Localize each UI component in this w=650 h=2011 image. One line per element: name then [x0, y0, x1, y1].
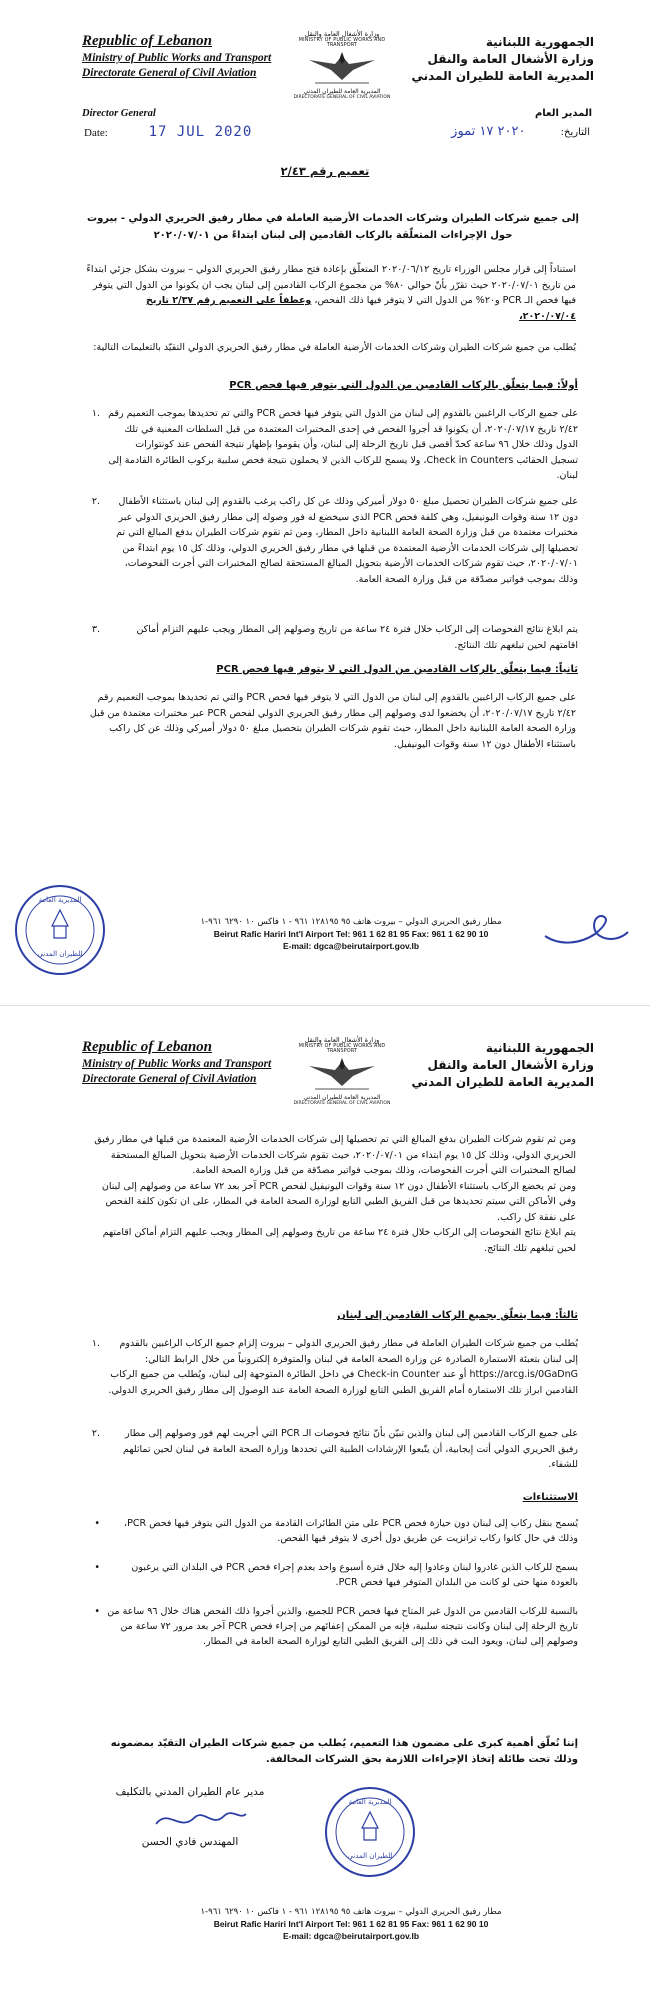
winged-emblem-icon — [305, 50, 379, 86]
letterhead-en — [82, 32, 312, 81]
section-1-title: أولاً: فيما يتعلّق بالركاب القادمين من الدول التي يتوفر فيها فحص PCR — [229, 380, 578, 391]
p2-para-1: ومن ثم تقوم شركات الطيران بدفع المبالغ التي تم تحصيلها إلى شركات الخدمات الأرضية المعتمدة من قبلها في مطار رفيق الحريري الدولي، وذلك كل ١٥ يوم ابتداء من ٢٠٢٠/٠٧/٠١، حيث تقوم شركات الخدمات الأرضية بتحويل المبالغ المستحقة لصالح المختبرات التي أجرت الفحوصات، وذلك بموجب فواتير مصدّقة من قبل وزارة الصحة العامة. — [94, 1134, 576, 1176]
bullet-icon: • — [94, 1518, 100, 1529]
date-en — [84, 124, 252, 140]
footer-email: E-mail: dgca@beirutairport.gov.lb — [282, 1931, 420, 1941]
intro-text: استناداً إلى قرار مجلس الوزراء تاريخ ٢٠٢٠/٠٦/١٢ المتعلّق بإعادة فتح مطار رفيق الحريري الدولي – بيروت بشكل جزئي ابتداءً من تاريخ ٢٠٢٠/٠٧/٠١ حيث تقرّر بأنّ حوالي ٨٠% من مجموع الركاب القادمين إلى لبنان يجب ان يكونوا من الدول التي يتوفر فيها فحص الـ PCR و٢٠% من الدول التي لا يتوفر فيها ذلك الفحص، — [86, 264, 576, 306]
item-number: .١ — [91, 1338, 100, 1349]
director-general-ar: المدير العام — [534, 108, 592, 119]
section-1-item-2 — [86, 494, 578, 587]
section-1-item-3 — [86, 622, 578, 653]
director-general-en: Director General — [82, 108, 156, 119]
closing-statement: إننا نُعلّق أهمية كبرى على مضمون هذا التعميم، يُطلب من جميع شركات الطيران التقيّد بمضمونه وذلك تحت طائلة إتخاذ الإجراءات اللازمة بحق الشركات المخالفة. — [110, 1738, 578, 1765]
emblem-ar-bottom: المديرية العامة للطيران المدني — [303, 1094, 381, 1101]
section-3-item-2 — [86, 1426, 578, 1473]
letterhead-ar-line-2: وزارة الأشغال العامة والنقل — [427, 52, 594, 66]
footer-ar: مطار رفيق الحريري الدولي – بيروت هاتف ٩٥ ١٢٨١٩٥ ٩٦١ - ١ فاكس ١٠ ٦٢٩٠ ٩٦١-١ — [200, 917, 502, 927]
emblem-ar-bottom: المديرية العامة للطيران المدني — [303, 88, 381, 95]
footer-email: E-mail: dgca@beirutairport.gov.lb — [282, 941, 420, 951]
stamp-text-1: المديرية العامة — [38, 896, 82, 904]
exception-item — [90, 1560, 578, 1590]
section-1-item-1 — [86, 406, 578, 484]
page-2-intro — [86, 1132, 576, 1256]
item-text: يُطلب من جميع شركات الطيران العاملة في مطار رفيق الحريري الدولي – بيروت إلزام جميع الركاب الراغبين بالقدوم إلى لبنان بتعبئة الاستمارة الصادرة عن وزارة الصحة العامة في لبنان والمتوفرة إلكترونياً من خلال الرابط التالي: https://arcg.is/0GaDnG أو عند Check-in Counter في داخل الطائرة المتوجهة إلى لبنان، ويُطلب من جميع الركاب القادمين ابراز تلك الاستمارة أمام الفريق الطبي التابع لوزارة الصحة العامة عند الوصول إلى مطار رفيق الحريري الدولي. — [108, 1338, 578, 1396]
emblem-en-top: MINISTRY OF PUBLIC WORKS AND TRANSPORT — [298, 38, 386, 48]
item-number: .٢ — [91, 496, 100, 507]
letterhead-ar-line-1: الجمهورية اللبنانية — [485, 35, 594, 49]
letterhead-ar-line-1: الجمهورية اللبنانية — [485, 1041, 594, 1055]
letterhead-ar — [384, 1040, 594, 1091]
winged-emblem-icon — [305, 1056, 379, 1092]
intro-paragraph — [86, 262, 576, 324]
stamp-text-2: للطيران المدني — [347, 1852, 393, 1860]
date-value-en: 17 JUL 2020 — [148, 124, 253, 140]
item-text: على جميع الركاب القادمين إلى لبنان والذين تبيّن بأنّ نتائج فحوصات الـ PCR التي أجريت لهم فور وصولهم إلى مطار رفيق الحريري الدولي أتت إيجابية، أن يتّبعوا الإرشادات الطبية التي تحددها وزارة الصحة العامة في لبنان لحين تماثلهم للشفاء. — [123, 1428, 578, 1470]
emblem-ar-top: وزارة الأشغال العامة والنقل — [304, 30, 380, 38]
stamp-text-1: المديرية العامة — [348, 1798, 392, 1806]
letterhead-ar-line-3: المديرية العامة للطيران المدني — [411, 1075, 594, 1089]
page-2 — [0, 1005, 650, 2011]
footer-en: Beirut Rafic Hariri Int'l Airport Tel: 961 1 62 81 95 Fax: 961 1 62 90 10 — [213, 929, 489, 939]
letterhead-en-line-3: Directorate General of Civil Aviation — [82, 1073, 257, 1085]
circular-title: تعميم رقم ٢/٤٣ — [280, 164, 370, 178]
emblem-en-bottom: DIRECTORATE GENERAL OF CIVIL AVIATION — [293, 1101, 391, 1106]
letterhead-en-line-1: Republic of Lebanon — [82, 1039, 212, 1055]
emblem-en-top: MINISTRY OF PUBLIC WORKS AND TRANSPORT — [298, 1044, 386, 1054]
item-text: يتم ابلاغ نتائج الفحوصات إلى الركاب خلال فترة ٢٤ ساعة من تاريخ وصولهم إلى المطار ويجب عليهم التزام أماكن اقامتهم لحين تبلغهم تلك النتائج. — [136, 624, 578, 651]
request-text: يُطلب من جميع شركات الطيران وشركات الخدمات الأرضية العاملة في مطار رفيق الحريري الدولي التقيّد بالتعليمات التالية: — [93, 342, 576, 353]
section-2-paragraph — [86, 690, 576, 752]
ministry-emblem — [286, 30, 398, 108]
letterhead-ar — [384, 34, 594, 85]
letterhead-ar-line-2: وزارة الأشغال العامة والنقل — [427, 1058, 594, 1072]
p2-para-2: ومن ثم يخضع الركاب باستثناء الأطفال دون ١٢ سنة وقوات اليونيفيل لفحص PCR آخر بعد ٧٢ ساعة من وصولهم إلى لبنان وفي الأماكن التي سيتم تحديدها من قبل الفريق الطبي التابع لوزارة الصحة العامة في المطار، على ان تكون كلفة الفحص على نفقة كل راكب. — [101, 1180, 576, 1223]
official-stamp-icon — [8, 880, 112, 980]
exception-text: بالنسبة للركاب القادمين من الدول غير المتاح فيها فحص PCR للجميع، والذين أجروا ذلك الفحص هناك خلال ٩٦ ساعة من تاريخ الرحلة إلى لبنان وكانت نتيجته سلبية، فإنه من الممكن إعفائهم من إجراء فحص PCR آخر بعد مرور ٧٢ ساعة من وصولهم إلى لبنان، ويعود البت في ذلك إلى الفريق الطبي التابع لوزارة الصحة العامة في المطار. — [107, 1606, 578, 1647]
footer-page-2 — [196, 1906, 506, 1942]
signature-initial-icon — [540, 906, 630, 956]
section-3-item-1 — [86, 1336, 578, 1398]
exception-item — [90, 1516, 578, 1546]
item-number: .٣ — [91, 624, 100, 635]
bullet-icon: • — [94, 1606, 100, 1617]
bullet-icon: • — [94, 1562, 100, 1573]
item-number: .١ — [91, 408, 100, 419]
item-text: على جميع شركات الطيران تحصيل مبلغ ٥٠ دولار أميركي وذلك عن كل راكب يرغب بالقدوم إلى لبنان باستثناء الأطفال دون ١٢ سنة وقوات اليونيفيل، وهي كلفة فحص PCR الذي سيخضع له فور وصوله إلى مطار رفيق الحريري الدولي عبر مختبرات معتمدة من قبل وزارة الصحة العامة اللبنانية داخل المطار، ومن ثم تقوم شركات الطيران بدفع المبالغ التي تم تحصيلها إلى شركات الخدمات الأرضية المعتمدة من قبلها في مطار رفيق الحريري الدولي، وذلك كل ١٥ يوم ابتداءً من ٢٠٢٠/٠٧/٠١، حيث تقوم شركات الخدمات الأرضية بتحويل المبالغ المستحقة لصالح المختبرات التي أجرت الفحوصات، وذلك بموجب فواتير مصدّقة من قبل وزارة الصحة العامة. — [116, 496, 578, 585]
section-2-title: ثانياً: فيما يتعلّق بالركاب القادمين من الدول التي لا يتوفر فيها فحص PCR — [216, 664, 578, 675]
letterhead-ar-line-3: المديرية العامة للطيران المدني — [411, 69, 594, 83]
date-label-en: Date: — [84, 127, 108, 139]
ministry-emblem — [286, 1036, 398, 1114]
exception-item — [90, 1604, 578, 1649]
footer-page-1 — [196, 916, 506, 952]
circular-subject — [86, 210, 580, 244]
exception-text: يُسمح بنقل ركاب إلى لبنان دون حيازة فحص PCR على متن الطائرات القادمة من الدول التي يتوفر فيها فحص PCR، وذلك في حال كانوا ركاب ترانزيت عن طريق دول أخرى لا يتوفر فيها الفحص. — [124, 1518, 578, 1544]
section-3-title: ثالثاً: فيما يتعلّق بجميع الركاب القادمين إلى لبنان — [337, 1310, 578, 1321]
request-paragraph — [86, 340, 576, 356]
date-ar — [451, 124, 590, 139]
item-number: .٢ — [91, 1428, 100, 1439]
signature-icon — [150, 1802, 250, 1838]
exceptions-title: الاستثناءات — [522, 1492, 578, 1503]
page-1 — [0, 0, 650, 1005]
letterhead-en — [82, 1038, 312, 1087]
letterhead-en-line-1: Republic of Lebanon — [82, 33, 212, 49]
letterhead-en-line-2: Ministry of Public Works and Transport — [82, 52, 272, 64]
emblem-en-bottom: DIRECTORATE GENERAL OF CIVIL AVIATION — [293, 95, 391, 100]
item-text: على جميع الركاب الراغبين بالقدوم إلى لبنان من الدول التي يتوفر فيها فحص PCR والتي تم تحديدها بموجب التعميم رقم ٢/٤٢ تاريخ ٢٠٢٠/٠٧/١٧، أن يكونوا قد أجروا الفحص في إحدى المختبرات المعتمدة من قبل السلطات المعنية في تلك الدول وذلك خلال ٩٦ ساعة كحدّ أقصى قبل تاريخ الرحلة إلى لبنان، وأن يقوموا بإظهار نتيجة الفحص عند كونتوارات تسجيل الحقائب Check in Counters، ولا يسمح للركاب الذين لا يحملون نتيجة فحص سلبية بركوب الطائرة القادمة إلى لبنان. — [108, 408, 578, 481]
stamp-text-2: للطيران المدني — [37, 950, 83, 958]
signatory-title: مدير عام الطيران المدني بالتكليف — [115, 1786, 265, 1798]
intro-bold-reference: وعطفاً على التعميم رقم ٢/٣٧ تاريخ ٢٠٢٠/٠٧/٠٤، — [145, 295, 576, 322]
date-value-ar: ٢٠٢٠ ١٧ تموز — [451, 124, 526, 139]
letterhead-en-line-3: Directorate General of Civil Aviation — [82, 67, 257, 79]
p2-para-3: يتم ابلاغ نتائج الفحوصات إلى الركاب خلال فترة ٢٤ ساعة من تاريخ وصولهم إلى المطار ويجب عليهم التزام أماكن اقامتهم لحين تبلغهم تلك النتائج. — [102, 1227, 576, 1254]
exceptions-list — [90, 1516, 578, 1663]
subject-line-2: حول الإجراءات المتعلّقة بالركاب القادمين إلى لبنان ابتداءً من ٢٠٢٠/٠٧/٠١ — [153, 230, 513, 241]
letterhead-en-line-2: Ministry of Public Works and Transport — [82, 1058, 272, 1070]
emblem-ar-top: وزارة الأشغال العامة والنقل — [304, 1036, 380, 1044]
date-label-ar: التاريخ: — [560, 127, 590, 138]
subject-line-1: إلى جميع شركات الطيران وشركات الخدمات الأرضية العاملة في مطار رفيق الحريري الدولي - بيروت — [87, 213, 579, 224]
exception-text: يسمح للركاب الذين غادروا لبنان وعادوا إليه خلال فترة أسبوع واحد بعدم إجراء فحص PCR في البلدان التي يرغبون بالعودة منها حتى لو كانت من البلدان المتوفر فيها فحص PCR. — [131, 1562, 578, 1588]
section-2-text: على جميع الركاب الراغبين بالقدوم إلى لبنان من الدول التي لا يتوفر فيها فحص PCR والتي تم تحديدها بموجب التعميم رقم ٢/٤٢ تاريخ ٢٠٢٠/٠٧/١٧، أن يخضعوا لدى وصولهم إلى مطار رفيق الحريري الدولي لفحص PCR عبر مختبرات معتمدة من قبل وزارة الصحة العامة اللبنانية داخل المطار، حيث تقوم شركات الطيران بتحصيل مبلغ ٥٠ دولار أميركي وذلك عن كل راكب باستثناء الأطفال دون ١٢ سنة وقوات اليونيفيل. — [89, 692, 576, 750]
footer-ar: مطار رفيق الحريري الدولي – بيروت هاتف ٩٥ ١٢٨١٩٥ ٩٦١ - ١ فاكس ١٠ ٦٢٩٠ ٩٦١-١ — [200, 1907, 502, 1917]
signatory-name: المهندس فادي الحسن — [141, 1836, 239, 1848]
official-stamp-icon — [318, 1782, 422, 1882]
footer-en: Beirut Rafic Hariri Int'l Airport Tel: 961 1 62 81 95 Fax: 961 1 62 90 10 — [213, 1919, 489, 1929]
